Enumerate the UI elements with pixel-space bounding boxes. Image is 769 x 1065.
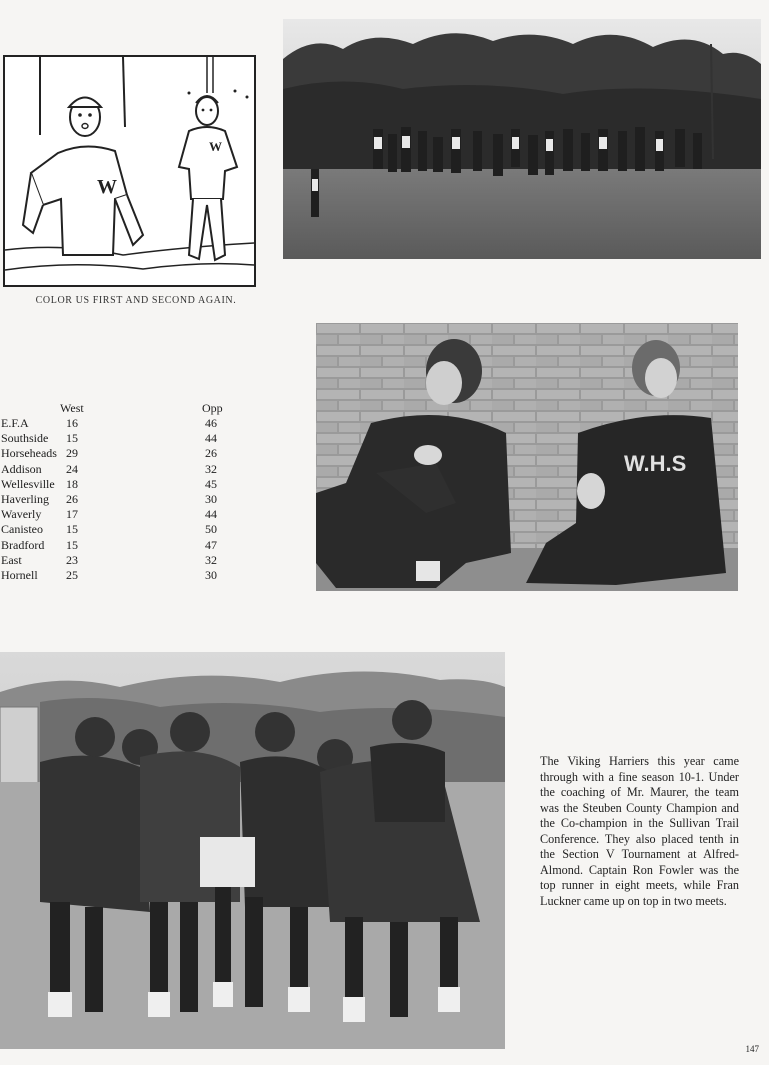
west-score: 17 bbox=[66, 507, 78, 522]
photo-runners-field bbox=[283, 19, 761, 259]
sweatshirt-text: W.H.S bbox=[624, 451, 687, 476]
cartoon-drawing bbox=[3, 55, 256, 287]
west-score: 23 bbox=[66, 552, 78, 567]
svg-text:W: W bbox=[209, 139, 222, 154]
opp-score: 45 bbox=[205, 476, 217, 491]
header-west: West bbox=[60, 401, 84, 415]
west-score: 26 bbox=[66, 491, 78, 506]
west-score: 15 bbox=[66, 522, 78, 537]
cartoon-caption: COLOR US FIRST AND SECOND AGAIN. bbox=[35, 295, 237, 306]
west-score: 24 bbox=[66, 461, 78, 476]
opp-score: 30 bbox=[205, 567, 217, 582]
opp-score: 44 bbox=[205, 507, 217, 522]
opp-score: 50 bbox=[205, 522, 217, 537]
team-name: E.F.A bbox=[1, 416, 29, 430]
opp-score: 46 bbox=[205, 416, 217, 430]
team-name: Horseheads bbox=[1, 446, 57, 461]
west-score: 29 bbox=[66, 446, 78, 461]
west-score: 18 bbox=[66, 476, 78, 491]
team-name: East bbox=[1, 552, 22, 567]
team-name: Canisteo bbox=[1, 522, 43, 537]
west-score: 15 bbox=[66, 537, 78, 552]
team-name: Southside bbox=[1, 431, 49, 446]
team-name: Bradford bbox=[1, 537, 45, 552]
west-score: 16 bbox=[66, 416, 78, 430]
header-opp: Opp bbox=[202, 401, 223, 415]
cartoon-shirt-letter: W bbox=[97, 176, 117, 198]
team-name: Wellesville bbox=[1, 476, 55, 491]
team-name: Haverling bbox=[1, 491, 49, 506]
team-name: Hornell bbox=[1, 567, 38, 582]
opp-score: 44 bbox=[205, 431, 217, 446]
west-score: 25 bbox=[66, 567, 78, 582]
opp-score: 32 bbox=[205, 552, 217, 567]
opp-score: 30 bbox=[205, 491, 217, 506]
story-text: The Viking Harriers this year came through with a fine season 10-1. Under the coaching of Mr. Maurer, the team was the Steuben County Champion and the Co-champion in the Sullivan Trail Conference. They also placed tenth in the Section V Tournament at Alfred-Almond. Captain Ron Fowler was the top runner in eight meets, while Fran Luckner came up on top in two meets. bbox=[540, 754, 739, 908]
west-score: 15 bbox=[66, 431, 78, 446]
photo-team-huddle bbox=[0, 652, 505, 1049]
team-name: Waverly bbox=[1, 507, 42, 522]
opp-score: 47 bbox=[205, 537, 217, 552]
page-number: 147 bbox=[745, 1044, 759, 1054]
photo-runners-sitting bbox=[316, 323, 738, 591]
team-name: Addison bbox=[1, 461, 42, 476]
opp-score: 32 bbox=[205, 461, 217, 476]
opp-score: 26 bbox=[205, 446, 217, 461]
